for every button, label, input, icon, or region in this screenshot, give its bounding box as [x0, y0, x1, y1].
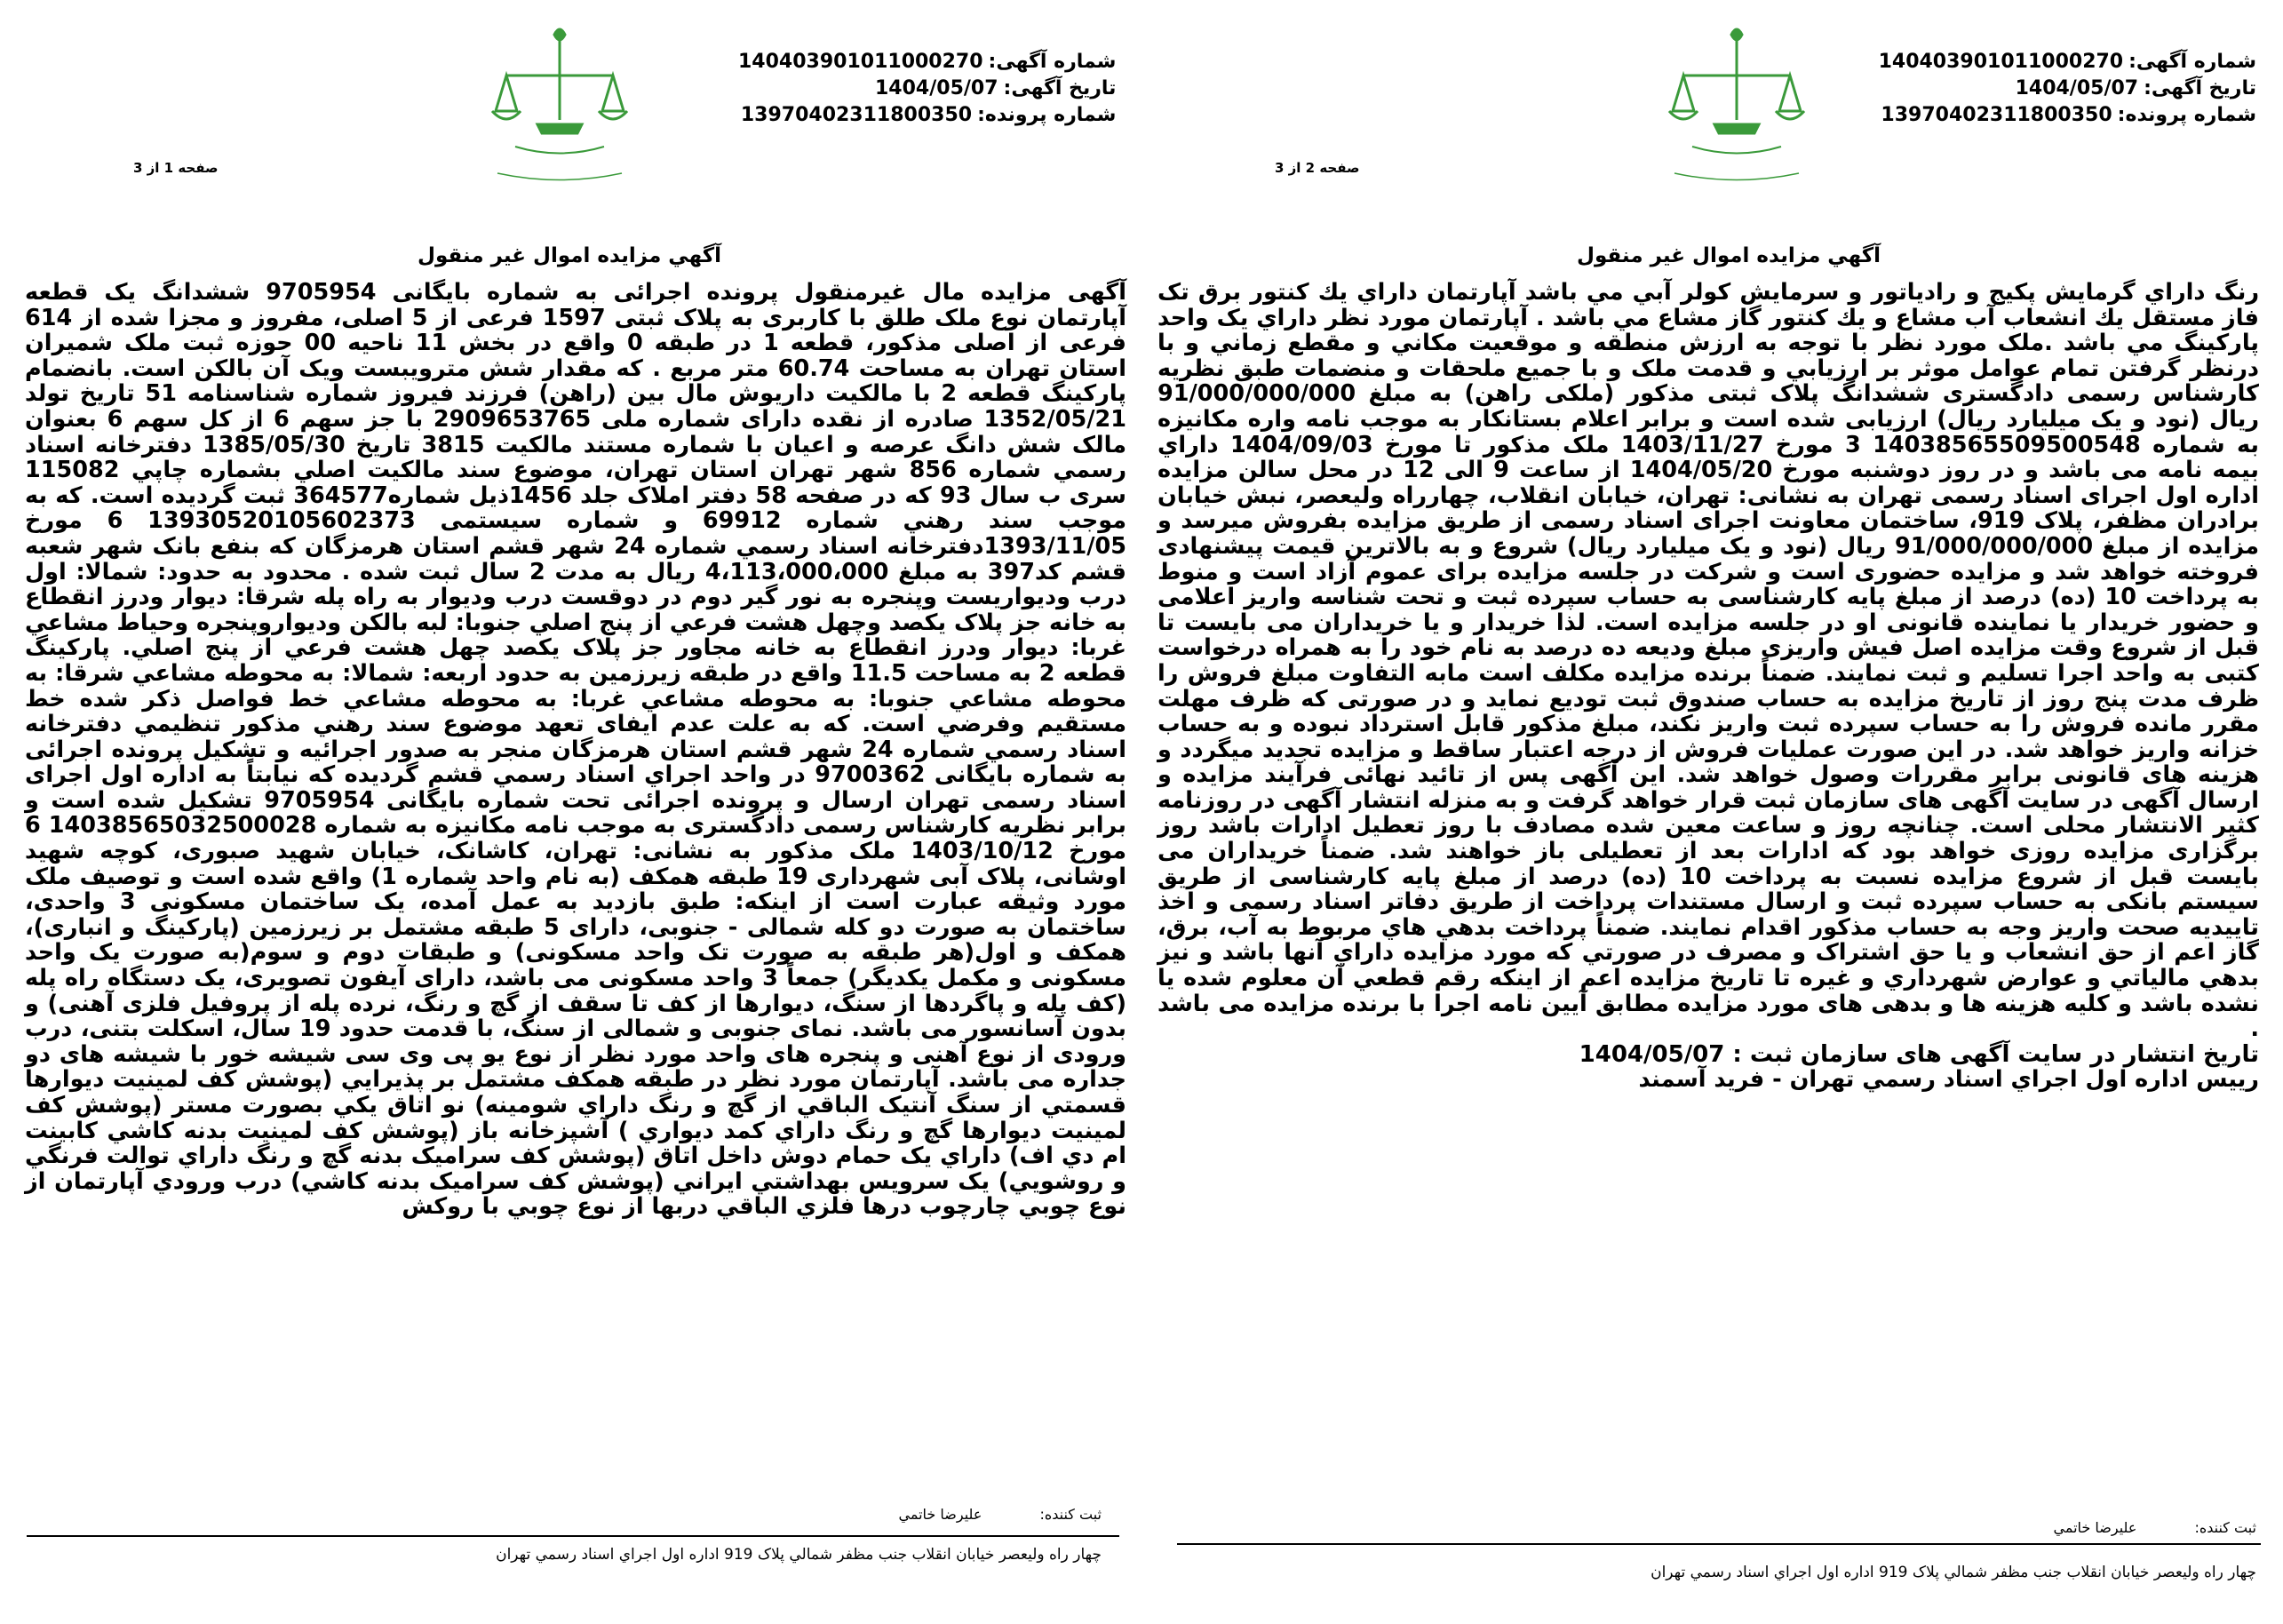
notice-meta [733, 49, 1116, 129]
notice-page-2 [1142, 0, 2283, 1624]
publish-date-line: تاريخ انتشار در سايت آگهی های سازمان ثبت : 1404/05/07 [1579, 1040, 2259, 1068]
notice-meta [1873, 49, 2256, 129]
file-number: 13970402311800350 [740, 104, 973, 126]
judiciary-emblem-icon [480, 22, 640, 191]
notice-body [25, 280, 1126, 1220]
notice-date: 1404/05/07 [2015, 77, 2139, 100]
file-number-label: شماره پرونده: [977, 104, 1117, 126]
recorder-label: ثبت کننده: [1039, 1506, 1102, 1523]
notice-date: 1404/05/07 [875, 77, 998, 100]
page-indicator: صفحه 2 از 3 [1275, 160, 1360, 176]
notice-body [1157, 280, 2259, 1093]
office-address: چهار راه وليعصر خيابان انقلاب جنب مظفر شمالي پلاک 919 اداره اول اجراي اسناد رسمي تهران [496, 1546, 1102, 1564]
notice-number: 140403901011000270 [1878, 51, 2124, 73]
signatory-line: رييس اداره اول اجراي اسناد رسمي تهران - فريد آسمند [1638, 1066, 2259, 1094]
notice-title: آگهي مزايده اموال غير منقول [418, 244, 722, 267]
judiciary-emblem-icon [1657, 22, 1817, 191]
notice-date-label: تاریخ آگهی: [1003, 77, 1117, 100]
notice-date-label: تاریخ آگهی: [2144, 77, 2256, 100]
notice-number-label: شماره آگهی: [988, 51, 1117, 73]
footer-divider [27, 1535, 1119, 1537]
notice-title: آگهي مزايده اموال غير منقول [1577, 244, 1881, 267]
recorder-name: عليرضا خاتمي [2053, 1519, 2137, 1536]
recorder-line [44, 1506, 1102, 1523]
file-number: 13970402311800350 [1881, 104, 2112, 126]
file-number-label: شماره پرونده: [2117, 104, 2256, 126]
notice-paragraph: آگهی مزایده مال غیرمنقول پرونده اجرائی به شماره بایگانی 9705954 ششدانگ یک قطعه آپارتمان نوع ملک طلق با کاربری به پلاک ثبتی 1597 فرعی از 5 اصلی، مفروز و مجزا شده از 614 فرعی از اصلی مذکور، قطعه 1 در طبقه 0 واقع در بخش 11 ناحیه 00 حوزه ثبت ملک شمیران استان تهران به مساحت 60.74 متر مربع . که مقدار شش مترویبست ویک آن بالکن است. بانضمام پارکینگ قطعه 2 با مالکیت داریوش مال بین (راهن) فرزند فیروز شماره شناسنامه 51 تاریخ تولد 1352/05/21 صادره از نقده دارای شماره ملی 2909653765 با جز سهم 6 از کل سهم 6 بعنوان مالک شش دانگ عرصه و اعیان با شماره مستند مالکیت 3815 تاریخ 1385/05/30 دفترخانه اسناد رسمي شماره 856 شهر تهران استان تهران، موضوع سند مالكيت اصلي بشماره چاپي 115082 سری ب سال 93 که در صفحه 58 دفتر املاک جلد 1456ذیل شماره364577 ثبت گردیده است. که به موجب سند رهني شماره 69912 و شماره سیستمی 13930520105602373 6 مورخ 1393/11/05دفترخانه اسناد رسمي شماره 24 شهر قشم استان هرمزگان که بنفع بانک شهر شعبه قشم کد397 به مبلغ 4،113،000،000 ریال به مدت 2 سال ثبت شده . محدود به حدود: شمالا: اول درب ودیواریست وپنجره به نور گیر دوم در دوقست درب ودیوار به راه پله شرقا: دیوار ودرز انقطاع به خانه جز پلاک یکصد وچهل هشت فرعي از پنج اصلي جنوبا: لبه بالکن ودیوارو‌پنجره وحیاط مشاعي غربا: دیوار ودرز انقطاع به خانه مجاور جز پلاک یکصد چهل هشت فرعي از پنج اصلي. پارکینگ قطعه 2 به مساحت 11.5 واقع در طبقه زیرزمین به حدود اربعه: شمالا: به محوطه مشاعي شرقا: به محوطه مشاعي جنوبا: به محوطه مشاعي غربا: به محوطه مشاعي خط فواصل ذکر شده خط مستقیم وفرضي است. که به علت عدم ایفای تعهد موضوع سند رهني مذکور تنظیمي دفترخانه اسناد رسمي شماره 24 شهر قشم استان هرمزگان منجر به صدور اجرائیه و تشکیل پرونده اجرائی به شماره بایگانی 9700362 در واحد اجراي اسناد رسمي قشم گردیده که نیابتاً به اداره اول اجرای اسناد رسمی تهران ارسال و پرونده اجرائی تحت شماره بایگانی 9705954 تشکیل شده است و برابر نظریه کارشناس رسمی دادگستری به موجب نامه مکانیزه به شماره 14038565032500028 6 مورخ 1403/10/12 ملک مذکور به نشانی: تهران، کاشانک، خیابان شهید صبوری، کوچه شهید اوشانی، پلاک آبی شهرداری 19 طبقه همکف (به نام واحد شماره 1) واقع شده است و توصیف ملک مورد وثیقه عبارت است از اینکه: طبق بازدید به عمل آمده، یک ساختمان مسکونی 3 واحدی، ساختمان به صورت دو کله شمالی - جنوبی، دارای 5 طبقه مشتمل بر زیرزمین (پارکینگ و انباری)، همکف و اول(هر طبقه به صورت تک واحد مسکونی) و طبقات دوم و سوم(به صورت یک واحد مسکونی و مکمل یکدیگر) جمعاً 3 واحد مسکونی می باشد، دارای آیفون تصویری، یک دستگاه راه پله (کف پله و پاگردها از سنگ، دیوارها از کف تا سقف از گچ و رنگ، نرده پله از پروفیل فلزی آهنی) و بدون آسانسور می باشد. نمای جنوبی و شمالی از سنگ، با قدمت حدود 19 سال، اسکلت بتنی، درب ورودی از نوع آهنی و پنجره های واحد مورد نظر از نوع یو پی وی سی شیشه خور با شیشه های دو جداره می باشد. آپارتمان مورد نظر در طبقه همكف مشتمل بر پذيرايي (پوشش كف لمينيت ديوارها قسمتي از سنگ آنتيک الباقي از گچ و رنگ داراي شومينه) نو اتاق يكي بصورت مستر (پوشش كف لمينيت ديوارها گچ و رنگ داراي كمد ديواري ) آشپزخانه باز (پوشش كف لمينيت بدنه كاشي كابينت ام دي اف) داراي يک حمام دوش داخل اتاق (پوشش كف سراميک بدنه گچ و رنگ داراي توالت فرنگي و روشويي) يک سرويس بهداشتي ايراني (پوشش كف سراميک بدنه كاشي) درب ورودي آپارتمان از نوع چوبي چارچوب درها فلزي الباقي دربها از نوع چوبي با روكش [25, 279, 1127, 1221]
notice-number-label: شماره آگهی: [2128, 51, 2256, 73]
page-indicator: صفحه 1 از 3 [133, 160, 219, 176]
office-address: چهار راه وليعصر خيابان انقلاب جنب مظفر شمالي پلاک 919 اداره اول اجراي اسناد رسمي تهران [1651, 1564, 2256, 1581]
footer-divider [1177, 1543, 2261, 1545]
recorder-line [1177, 1519, 2256, 1536]
recorder-name: عليرضا خاتمي [898, 1506, 982, 1523]
notice-number: 140403901011000270 [738, 51, 983, 73]
notice-paragraph: رنگ داراي گرمايش پكيج و رادياتور و سرمايش كولر آبي مي باشد آپارتمان داراي يك كنتور برق تک فاز مستقل يك انشعاب آب مشاع و يك كنتور گاز مشاع مي باشد . آپارتمان مورد نظر داراي يک واحد پارکينگ مي باشد .ملک مورد نظر با توجه به ارزش منطقه و موقعيت مکاني و مقطع زماني و با درنظر گرفتن تمام عوامل موثر بر ارزيابي و قدمت ملک و با جميع ملحقات و منضمات طبق نظريه كارشناس رسمی دادگستری ششدانگ پلاک ثبتی مذکور (ملکی راهن) به مبلغ 91/000/000/000 ريال (نود و يک ميليارد ريال) ارزيابی شده است و برابر اعلام بستانکار به موجب نامه واره مکانيزه به شماره 14038565509500548 3 مورخ 1403/11/27 ملک مذکور تا مورخ 1404/09/03 داراي بيمه نامه می باشد و در روز دوشنبه مورخ 1404/05/20 از ساعت 9 الی 12 در محل سالن مزایده اداره اول اجرای اسناد رسمی تهران به نشانی: تهران، خیابان انقلاب، چهارراه ولیعصر، نبش خیابان برادران مظفر، پلاک 919، ساختمان معاونت اجرای اسناد رسمی از طریق مزایده بفروش میرسد و مزایده از مبلغ 91/000/000/000 ريال (نود و یک میلیارد ریال) شروع و به بالاترین قیمت پیشنهادی فروخته خواهد شد و مزایده حضوری است و شرکت در جلسه مزایده برای عموم آزاد است و منوط به پرداخت 10 (ده) درصد از مبلغ پایه کارشناسی به حساب سپرده ثبت و تحت شناسه واریز اعلامی و حضور خریدار یا نماینده قانونی او در جلسه مزایده است. لذا خریدار و یا خریداران می بایست تا قبل از شروع وقت مزایده اصل فیش واریزی مبلغ ودیعه ده درصد به نام خود را به همراه درخواست کتبی به واحد اجرا تسلیم و ثبت نمایند. ضمناً برنده مزایده مکلف است مابه التفاوت مبلغ فروش را ظرف مدت پنج روز از تاریخ مزایده به حساب صندوق ثبت تودیع نماید و در صورتی که ظرف مهلت مقرر مانده فروش را به حساب سپرده ثبت واریز نکند، مبلغ مذکور قابل استرداد نبوده و به حساب خزانه واریز خواهد شد. در این صورت عملیات فروش از درجه اعتبار ساقط و مزایده تجدید میگردد و هزینه های قانونی برابر مقررات وصول خواهد شد. این آگهی پس از تائید نهائی فرآیند مزایده و ارسال آگهی در سایت آگهی های سازمان ثبت قرار خواهد گرفت و به منزله انتشار آگهی در روزنامه کثیر الانتشار محلی است. چنانچه روز و ساعت معین شده مصادف با روز تعطیل ادارات باشد روز برگزاری مزایده روزی خواهد بود که ادارات بعد از تعطیلی باز خواهند شد. ضمناً خریداران می بایست قبل از شروع مزایده نسبت به پرداخت 10 (ده) درصد از مبلغ پایه کارشناسی از طریق سیستم بانکی به حساب سپرده ثبت و ارسال مستندات پرداخت از طریق دفاتر اسناد رسمی و اخذ تاییدیه صحت واریز وجه به حساب مذکور اقدام نمایند. ضمناً پرداخت بدهي هاي مربوط به آب، برق، گاز اعم از حق انشعاب و يا حق اشتراک و مصرف در صورتي که مورد مزايده داراي آنها باشد و نيز بدهي مالياتي و عوارض شهرداري و غيره تا تاريخ مزايده اعم از اينکه رقم قطعي آن معلوم شده يا نشده باشد و کليه هزينه ها و بدهی های مورد مزایده مطابق آیین نامه اجرا با برنده مزايده می باشد . [1157, 279, 2259, 1043]
recorder-label: ثبت کننده: [2194, 1519, 2256, 1536]
